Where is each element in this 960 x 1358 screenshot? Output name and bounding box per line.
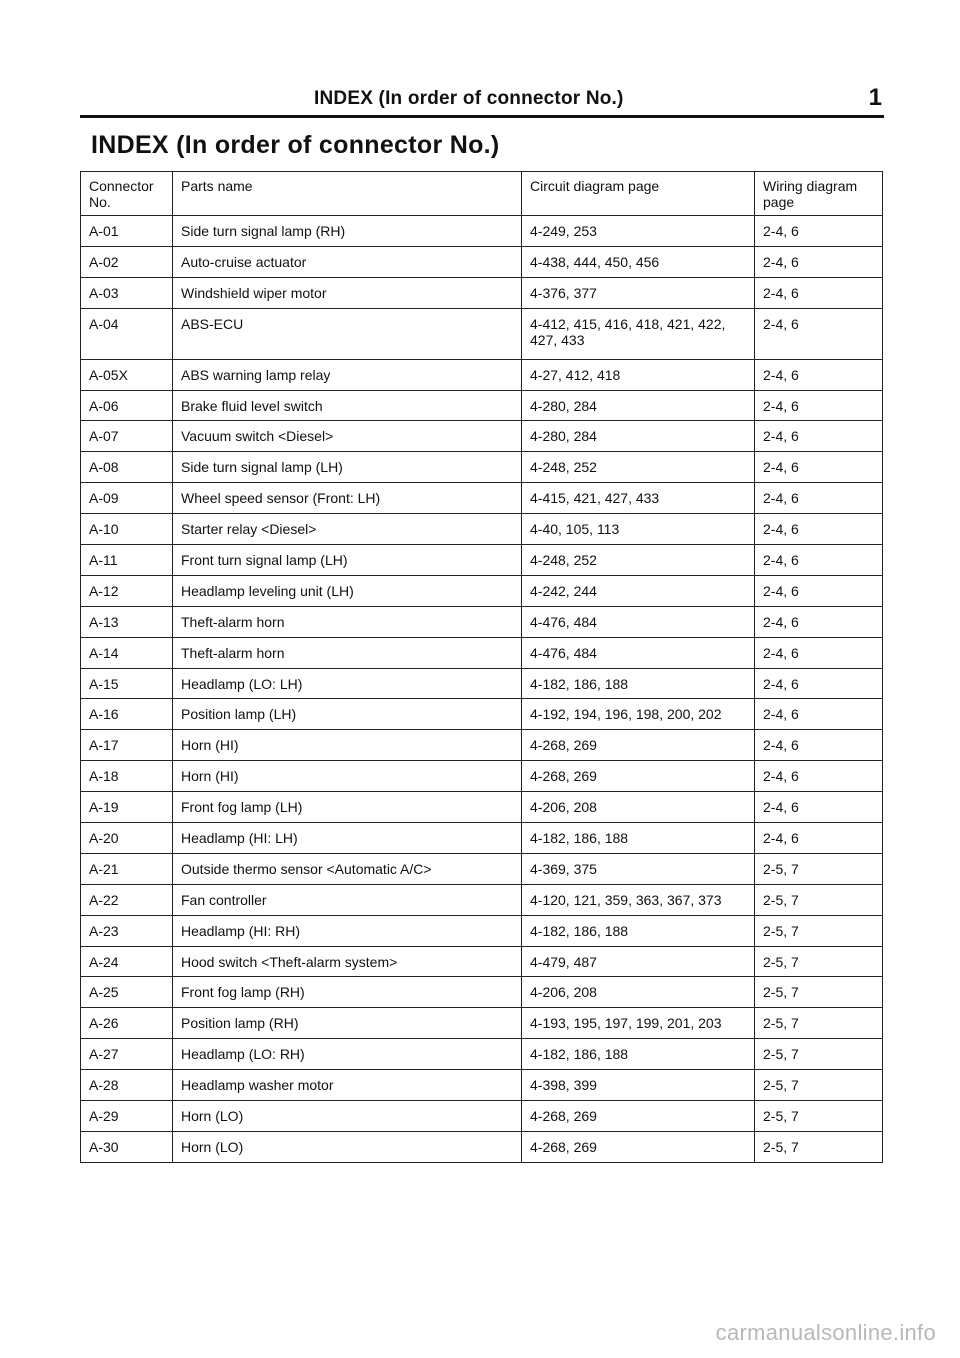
connector-no-cell: A-26 xyxy=(81,1008,173,1039)
circuit-diagram-page-cell: 4-479, 487 xyxy=(522,946,755,977)
connector-no-cell: A-12 xyxy=(81,575,173,606)
connector-no-cell: A-30 xyxy=(81,1131,173,1162)
table-row xyxy=(81,761,883,792)
table-row xyxy=(81,308,883,359)
wiring-diagram-page-cell: 2-4, 6 xyxy=(755,359,883,390)
circuit-diagram-page-cell: 4-192, 194, 196, 198, 200, 202 xyxy=(522,699,755,730)
wiring-diagram-page-cell: 2-4, 6 xyxy=(755,545,883,576)
wiring-diagram-page-cell: 2-4, 6 xyxy=(755,246,883,277)
circuit-diagram-page-cell: 4-376, 377 xyxy=(522,277,755,308)
connector-no-cell: A-23 xyxy=(81,915,173,946)
connector-no-cell: A-10 xyxy=(81,514,173,545)
parts-name-cell: Auto-cruise actuator xyxy=(173,246,522,277)
connector-no-cell: A-13 xyxy=(81,606,173,637)
parts-name-cell: Horn (HI) xyxy=(173,761,522,792)
wiring-diagram-page-cell: 2-5, 7 xyxy=(755,946,883,977)
circuit-diagram-page-cell: 4-249, 253 xyxy=(522,216,755,247)
running-header xyxy=(80,86,884,116)
table-row xyxy=(81,1039,883,1070)
circuit-diagram-page-cell: 4-40, 105, 113 xyxy=(522,514,755,545)
wiring-diagram-page-cell: 2-4, 6 xyxy=(755,216,883,247)
connector-no-cell: A-02 xyxy=(81,246,173,277)
connector-no-cell: A-25 xyxy=(81,977,173,1008)
table-row xyxy=(81,853,883,884)
parts-name-cell: Wheel speed sensor (Front: LH) xyxy=(173,483,522,514)
circuit-diagram-page-cell: 4-268, 269 xyxy=(522,761,755,792)
connector-no-cell: A-28 xyxy=(81,1070,173,1101)
table-row xyxy=(81,216,883,247)
circuit-diagram-page-cell: 4-248, 252 xyxy=(522,545,755,576)
parts-name-cell: Headlamp washer motor xyxy=(173,1070,522,1101)
table-body xyxy=(81,216,883,1163)
connector-no-cell: A-07 xyxy=(81,421,173,452)
parts-name-cell: Brake fluid level switch xyxy=(173,390,522,421)
connector-no-cell: A-15 xyxy=(81,668,173,699)
table-row xyxy=(81,699,883,730)
parts-name-cell: Headlamp (HI: RH) xyxy=(173,915,522,946)
parts-name-cell: Windshield wiper motor xyxy=(173,277,522,308)
page-title: INDEX (In order of connector No.) xyxy=(91,131,500,159)
connector-no-cell: A-05X xyxy=(81,359,173,390)
connector-no-cell: A-20 xyxy=(81,823,173,854)
wiring-diagram-page-cell: 2-4, 6 xyxy=(755,575,883,606)
circuit-diagram-page-cell: 4-268, 269 xyxy=(522,730,755,761)
connector-no-cell: A-06 xyxy=(81,390,173,421)
watermark: carmanualsonline.info xyxy=(715,1320,936,1345)
wiring-diagram-page-cell: 2-5, 7 xyxy=(755,1039,883,1070)
table-row xyxy=(81,246,883,277)
circuit-diagram-page-cell: 4-268, 269 xyxy=(522,1101,755,1132)
table-row xyxy=(81,483,883,514)
circuit-diagram-page-cell: 4-268, 269 xyxy=(522,1131,755,1162)
parts-name-cell: Position lamp (LH) xyxy=(173,699,522,730)
header-rule xyxy=(80,115,884,118)
connector-no-cell: A-16 xyxy=(81,699,173,730)
table-row xyxy=(81,452,883,483)
wiring-diagram-page-cell: 2-4, 6 xyxy=(755,606,883,637)
parts-name-cell: Front turn signal lamp (LH) xyxy=(173,545,522,576)
wiring-diagram-page-cell: 2-4, 6 xyxy=(755,792,883,823)
circuit-diagram-page-cell: 4-415, 421, 427, 433 xyxy=(522,483,755,514)
parts-name-cell: Horn (HI) xyxy=(173,730,522,761)
parts-name-cell: Outside thermo sensor <Automatic A/C> xyxy=(173,853,522,884)
table-row xyxy=(81,977,883,1008)
table-row xyxy=(81,730,883,761)
circuit-diagram-page-cell: 4-280, 284 xyxy=(522,421,755,452)
connector-no-cell: A-17 xyxy=(81,730,173,761)
wiring-diagram-page-cell: 2-5, 7 xyxy=(755,884,883,915)
wiring-diagram-page-cell: 2-4, 6 xyxy=(755,637,883,668)
connector-no-cell: A-24 xyxy=(81,946,173,977)
circuit-diagram-page-cell: 4-242, 244 xyxy=(522,575,755,606)
column-header-wiring-diagram-page: Wiring diagram page xyxy=(755,172,883,216)
circuit-diagram-page-cell: 4-476, 484 xyxy=(522,637,755,668)
wiring-diagram-page-cell: 2-4, 6 xyxy=(755,421,883,452)
connector-no-cell: A-27 xyxy=(81,1039,173,1070)
connector-no-cell: A-09 xyxy=(81,483,173,514)
table-header-row xyxy=(81,172,883,216)
parts-name-cell: ABS warning lamp relay xyxy=(173,359,522,390)
table-row xyxy=(81,884,883,915)
parts-name-cell: Headlamp (LO: RH) xyxy=(173,1039,522,1070)
circuit-diagram-page-cell: 4-412, 415, 416, 418, 421, 422, 427, 433 xyxy=(522,308,755,359)
column-header-parts-name: Parts name xyxy=(173,172,522,216)
circuit-diagram-page-cell: 4-27, 412, 418 xyxy=(522,359,755,390)
table-row xyxy=(81,514,883,545)
connector-no-cell: A-03 xyxy=(81,277,173,308)
circuit-diagram-page-cell: 4-182, 186, 188 xyxy=(522,823,755,854)
wiring-diagram-page-cell: 2-4, 6 xyxy=(755,730,883,761)
page-number: 1 xyxy=(868,84,882,111)
parts-name-cell: Headlamp (LO: LH) xyxy=(173,668,522,699)
circuit-diagram-page-cell: 4-193, 195, 197, 199, 201, 203 xyxy=(522,1008,755,1039)
connector-index-table xyxy=(80,171,883,1163)
circuit-diagram-page-cell: 4-248, 252 xyxy=(522,452,755,483)
parts-name-cell: Headlamp leveling unit (LH) xyxy=(173,575,522,606)
circuit-diagram-page-cell: 4-206, 208 xyxy=(522,977,755,1008)
circuit-diagram-page-cell: 4-280, 284 xyxy=(522,390,755,421)
wiring-diagram-page-cell: 2-4, 6 xyxy=(755,668,883,699)
connector-no-cell: A-21 xyxy=(81,853,173,884)
table-row xyxy=(81,792,883,823)
parts-name-cell: Hood switch <Theft-alarm system> xyxy=(173,946,522,977)
table-row xyxy=(81,823,883,854)
wiring-diagram-page-cell: 2-4, 6 xyxy=(755,483,883,514)
table-row xyxy=(81,606,883,637)
wiring-diagram-page-cell: 2-4, 6 xyxy=(755,452,883,483)
parts-name-cell: Starter relay <Diesel> xyxy=(173,514,522,545)
wiring-diagram-page-cell: 2-4, 6 xyxy=(755,390,883,421)
table-row xyxy=(81,421,883,452)
circuit-diagram-page-cell: 4-398, 399 xyxy=(522,1070,755,1101)
parts-name-cell: Vacuum switch <Diesel> xyxy=(173,421,522,452)
circuit-diagram-page-cell: 4-182, 186, 188 xyxy=(522,1039,755,1070)
connector-no-cell: A-29 xyxy=(81,1101,173,1132)
wiring-diagram-page-cell: 2-4, 6 xyxy=(755,277,883,308)
wiring-diagram-page-cell: 2-4, 6 xyxy=(755,823,883,854)
table-row xyxy=(81,1131,883,1162)
parts-name-cell: Front fog lamp (LH) xyxy=(173,792,522,823)
connector-no-cell: A-11 xyxy=(81,545,173,576)
parts-name-cell: ABS-ECU xyxy=(173,308,522,359)
connector-no-cell: A-19 xyxy=(81,792,173,823)
table-row xyxy=(81,1101,883,1132)
table-row xyxy=(81,390,883,421)
parts-name-cell: Side turn signal lamp (RH) xyxy=(173,216,522,247)
circuit-diagram-page-cell: 4-369, 375 xyxy=(522,853,755,884)
table-row xyxy=(81,575,883,606)
wiring-diagram-page-cell: 2-4, 6 xyxy=(755,308,883,359)
parts-name-cell: Headlamp (HI: LH) xyxy=(173,823,522,854)
wiring-diagram-page-cell: 2-5, 7 xyxy=(755,853,883,884)
running-title: INDEX (In order of connector No.) xyxy=(314,88,624,109)
wiring-diagram-page-cell: 2-5, 7 xyxy=(755,1131,883,1162)
connector-no-cell: A-22 xyxy=(81,884,173,915)
wiring-diagram-page-cell: 2-5, 7 xyxy=(755,977,883,1008)
parts-name-cell: Horn (LO) xyxy=(173,1131,522,1162)
connector-no-cell: A-01 xyxy=(81,216,173,247)
circuit-diagram-page-cell: 4-438, 444, 450, 456 xyxy=(522,246,755,277)
parts-name-cell: Theft-alarm horn xyxy=(173,606,522,637)
wiring-diagram-page-cell: 2-5, 7 xyxy=(755,915,883,946)
column-header-connector-no: Connector No. xyxy=(81,172,173,216)
circuit-diagram-page-cell: 4-206, 208 xyxy=(522,792,755,823)
parts-name-cell: Theft-alarm horn xyxy=(173,637,522,668)
connector-no-cell: A-04 xyxy=(81,308,173,359)
wiring-diagram-page-cell: 2-4, 6 xyxy=(755,761,883,792)
wiring-diagram-page-cell: 2-4, 6 xyxy=(755,699,883,730)
table-row xyxy=(81,1070,883,1101)
parts-name-cell: Side turn signal lamp (LH) xyxy=(173,452,522,483)
table-row xyxy=(81,946,883,977)
wiring-diagram-page-cell: 2-5, 7 xyxy=(755,1101,883,1132)
circuit-diagram-page-cell: 4-120, 121, 359, 363, 367, 373 xyxy=(522,884,755,915)
table-row xyxy=(81,668,883,699)
column-header-circuit-diagram-page: Circuit diagram page xyxy=(522,172,755,216)
table-row xyxy=(81,545,883,576)
wiring-diagram-page-cell: 2-4, 6 xyxy=(755,514,883,545)
connector-no-cell: A-08 xyxy=(81,452,173,483)
wiring-diagram-page-cell: 2-5, 7 xyxy=(755,1070,883,1101)
connector-no-cell: A-18 xyxy=(81,761,173,792)
circuit-diagram-page-cell: 4-476, 484 xyxy=(522,606,755,637)
table-row xyxy=(81,277,883,308)
table-row xyxy=(81,359,883,390)
wiring-diagram-page-cell: 2-5, 7 xyxy=(755,1008,883,1039)
table-row xyxy=(81,915,883,946)
parts-name-cell: Position lamp (RH) xyxy=(173,1008,522,1039)
parts-name-cell: Horn (LO) xyxy=(173,1101,522,1132)
circuit-diagram-page-cell: 4-182, 186, 188 xyxy=(522,915,755,946)
parts-name-cell: Fan controller xyxy=(173,884,522,915)
table-row xyxy=(81,1008,883,1039)
connector-no-cell: A-14 xyxy=(81,637,173,668)
parts-name-cell: Front fog lamp (RH) xyxy=(173,977,522,1008)
circuit-diagram-page-cell: 4-182, 186, 188 xyxy=(522,668,755,699)
table-row xyxy=(81,637,883,668)
